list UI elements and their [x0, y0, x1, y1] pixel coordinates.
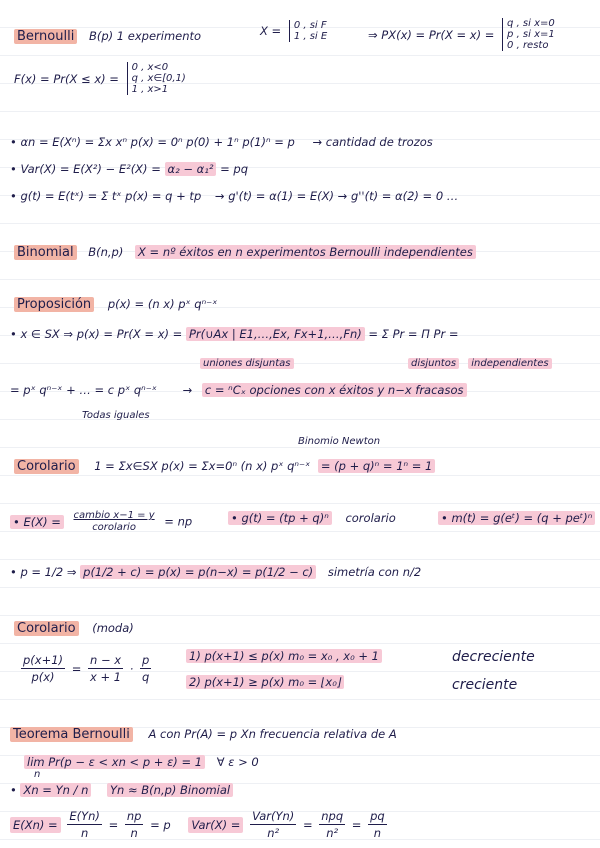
- ratio-row: $\frac{p(x+1)}{p(x)}$ = $\frac{n - x}{x + 1}$ · $\frac{p}{q}$: [23, 653, 150, 684]
- teorema-var-hl: Var(X) =: [188, 817, 243, 833]
- bernoulli-pmf: [368, 18, 559, 51]
- label-equal: [82, 408, 150, 424]
- label-union: [200, 356, 294, 372]
- ratio-mid: [88, 652, 123, 685]
- ratio-frac: [21, 652, 65, 685]
- generating-post: → g'(t) = α(1) = E(X) → g''(t) = α(2) = 0 …: [214, 189, 459, 203]
- mode-case1: [186, 648, 382, 664]
- cdf-case2: q , x∈[0,1): [131, 73, 186, 84]
- ratio-den: p(x): [31, 670, 55, 684]
- mode-case2-hl: 2) p(x+1) ≥ p(x) m₀ = ⌊x₀⌋: [186, 675, 344, 689]
- generating-binomial-hl: • g(t) = (tp + q)ⁿ: [228, 511, 332, 525]
- ratio-end: [140, 652, 151, 685]
- proposicion-line2: = pˣ qⁿ⁻ˣ + … = c pˣ qⁿ⁻ˣ → c = ⁿCₓ opciones con x éxitos y n−x fracasos: [10, 382, 467, 398]
- step-prod: Π Pr =: [421, 327, 459, 341]
- teorema-exp-frac: [67, 808, 102, 841]
- rv-case1: 0 , si F: [293, 20, 327, 31]
- binomial-row: [14, 244, 476, 261]
- rv-lhs: X =: [260, 24, 282, 38]
- label-union-text: uniones disjuntas: [200, 358, 294, 369]
- proposicion-step: [10, 326, 458, 342]
- generating-pre: • g(t) = E(tˣ) = Σ tˣ p(x) = q + tp: [10, 189, 202, 203]
- step-pre: • x ∈ SX ⇒ p(x) = Pr(X = x) =: [10, 327, 183, 341]
- bernoulli-cdf: [14, 62, 190, 95]
- teorema-def-hl2: Yn ≈ B(n,p) Binomial: [107, 783, 233, 797]
- label-indep-text: independientes: [468, 358, 551, 369]
- cdf-lhs: F(x) = Pr(X ≤ x) =: [14, 71, 119, 86]
- teorema-exp-mid-num: np: [126, 809, 142, 823]
- cdf-case3: 1 , x>1: [131, 84, 169, 95]
- limit-highlight: lim Pr(p − ε < xn < p + ε) = 1: [24, 755, 205, 769]
- line2-formula: = pˣ qⁿ⁻ˣ + … = c pˣ qⁿ⁻ˣ: [10, 383, 157, 397]
- ratio-mid-num: n − x: [88, 652, 123, 669]
- generating-row: [10, 188, 458, 204]
- binomial-def: B(n,p): [88, 245, 124, 259]
- symmetry-row: [10, 564, 421, 580]
- cdf-case1: 0 , x<0: [131, 62, 169, 73]
- corollary-label: corolario: [92, 522, 136, 533]
- ratio-num: p(x+1): [23, 653, 64, 667]
- moment-formula: • αn = E(Xⁿ) = Σx xⁿ p(x) = 0ⁿ p(0) + 1ⁿ p(1)ⁿ = p: [10, 135, 295, 149]
- proposicion-title: Proposición: [14, 297, 94, 312]
- symmetry-highlight: p(1/2 + c) = p(x) = p(n−x) = p(1/2 − c): [80, 565, 316, 579]
- limit-sub: [34, 767, 40, 783]
- teorema-var-mid-den: n²: [326, 826, 339, 840]
- symmetry-post: simetría con n/2: [327, 565, 422, 579]
- ratio-end-den: q: [142, 670, 150, 684]
- corolario2-row: [14, 620, 134, 637]
- pmf-cases: [502, 18, 555, 51]
- teorema-def-hl1: Xn = Yn / n: [20, 783, 91, 797]
- mode-case2-note: [452, 677, 517, 693]
- moment-row: [10, 134, 433, 150]
- teorema-exp-mid-den: n: [130, 826, 138, 840]
- label-disj: [408, 356, 552, 372]
- teorema-var-den: n²: [267, 826, 280, 840]
- teorema-def-pre: •: [10, 783, 17, 797]
- teorema-var-frac: [250, 808, 296, 841]
- teorema-var-mid: [319, 808, 345, 841]
- teorema-exp-num: E(Yn): [69, 809, 100, 823]
- generating-binomial: [228, 510, 396, 526]
- corolario1-title: Corolario: [14, 459, 79, 474]
- corolario1-formula: 1 = Σx∈SX p(x) = Σx=0ⁿ (n x) pˣ qⁿ⁻ˣ: [94, 459, 311, 473]
- corolario2-title: Corolario: [14, 621, 79, 636]
- variance-highlight: α₂ − α₁²: [165, 162, 217, 176]
- label-equal-text: Todas iguales: [82, 410, 150, 421]
- teorema-var-mid-num: npq: [321, 809, 344, 823]
- ratio-end-num: p: [142, 653, 150, 667]
- bernoulli-row: [14, 28, 201, 45]
- rv-case2: 1 , si E: [293, 31, 328, 42]
- limit-row: [24, 754, 259, 770]
- mode-case1-note: [452, 649, 535, 665]
- decreasing-label: decreciente: [452, 649, 535, 665]
- newton-note: [298, 434, 380, 450]
- moment-note: → cantidad de trozos: [312, 135, 433, 149]
- variance-post: = pq: [220, 162, 249, 176]
- bernoulli-rv: [260, 20, 331, 42]
- binomial-title: Binomial: [14, 245, 77, 260]
- change-variable: [74, 510, 155, 534]
- variance-row: [10, 161, 248, 177]
- teorema-exp-hl: E(Xn) =: [10, 817, 61, 833]
- combinations-highlight: c = ⁿCₓ opciones con x éxitos y n−x fracasos: [202, 383, 467, 397]
- teorema-exp-den: n: [80, 826, 89, 840]
- proposicion-formula: p(x) = (n x) pˣ qⁿ⁻ˣ: [107, 297, 218, 311]
- pmf-case2: p , si x=1: [507, 29, 555, 40]
- mgf-row: [438, 510, 595, 526]
- limit-sub-text: n: [34, 769, 41, 780]
- generating-binomial-note: corolario: [345, 511, 396, 525]
- binomial-desc: X = nº éxitos en n experimentos Bernoulli independientes: [135, 245, 476, 259]
- teorema-moments: E(Xn) = $\frac{E(Yn)}{n}$ = $\frac{np}{n}$ = p Var(X) = $\frac{\text{Var(Yn)}}{\text{n²}}$ = $\frac{\text{npq}}{\text{n²}}$ = $\frac{pq}{n}$: [10, 808, 390, 841]
- corolario2-sub: (moda): [92, 621, 134, 635]
- pmf-case1: q , si x=0: [507, 18, 555, 29]
- teorema-def: [10, 782, 233, 798]
- teorema-var-num: Var(Yn): [252, 809, 295, 823]
- mode-case1-hl: 1) p(x+1) ≤ p(x) m₀ = x₀ , x₀ + 1: [186, 649, 382, 663]
- bernoulli-def: B(p) 1 experimento: [88, 29, 202, 43]
- teorema-desc: A con Pr(A) = p Xn frecuencia relativa de A: [148, 727, 397, 741]
- teorema-title: Teorema Bernoulli: [10, 727, 133, 742]
- mode-case2: [186, 674, 344, 690]
- teorema-row: [10, 726, 397, 743]
- teorema-var-end-den: n: [373, 826, 382, 840]
- symmetry-pre: • p = 1/2 ⇒: [10, 565, 77, 579]
- newton-highlight: = (p + q)ⁿ = 1ⁿ = 1: [318, 459, 436, 473]
- change-text: cambio x−1 = y: [73, 510, 155, 521]
- expectation-post: = np: [164, 514, 193, 529]
- expectation-highlight: • E(X) =: [10, 515, 64, 529]
- increasing-label: creciente: [452, 677, 518, 693]
- expectation-row: [10, 510, 192, 534]
- cdf-cases: [127, 62, 186, 95]
- proposicion-row: [14, 296, 217, 313]
- rv-cases: [289, 20, 327, 42]
- ratio-mid-den: x + 1: [89, 670, 122, 684]
- step-highlight: Pr(∪Ax | E1,…,Ex, Fx+1,…,Fn): [186, 327, 365, 341]
- pmf-lhs: ⇒ PX(x) = Pr(X = x) =: [368, 27, 495, 42]
- mgf-highlight: • m(t) = g(eᵗ) = (q + peᵗ)ⁿ: [438, 511, 595, 525]
- teorema-exp-post: = p: [150, 817, 171, 832]
- variance-pre: • Var(X) = E(X²) − E²(X) =: [10, 162, 161, 176]
- label-disj-text: disjuntos: [408, 358, 459, 369]
- pmf-case3: 0 , resto: [507, 40, 549, 51]
- teorema-var-end-num: pq: [370, 809, 385, 823]
- bernoulli-title: Bernoulli: [14, 29, 77, 44]
- newton-note-text: Binomio Newton: [298, 436, 381, 447]
- teorema-var-end: [368, 808, 387, 841]
- teorema-exp-mid: [125, 808, 144, 841]
- limit-post: ∀ ε > 0: [216, 755, 259, 769]
- corolario1-row: [14, 458, 435, 475]
- step-sum: = Σ Pr =: [368, 327, 418, 341]
